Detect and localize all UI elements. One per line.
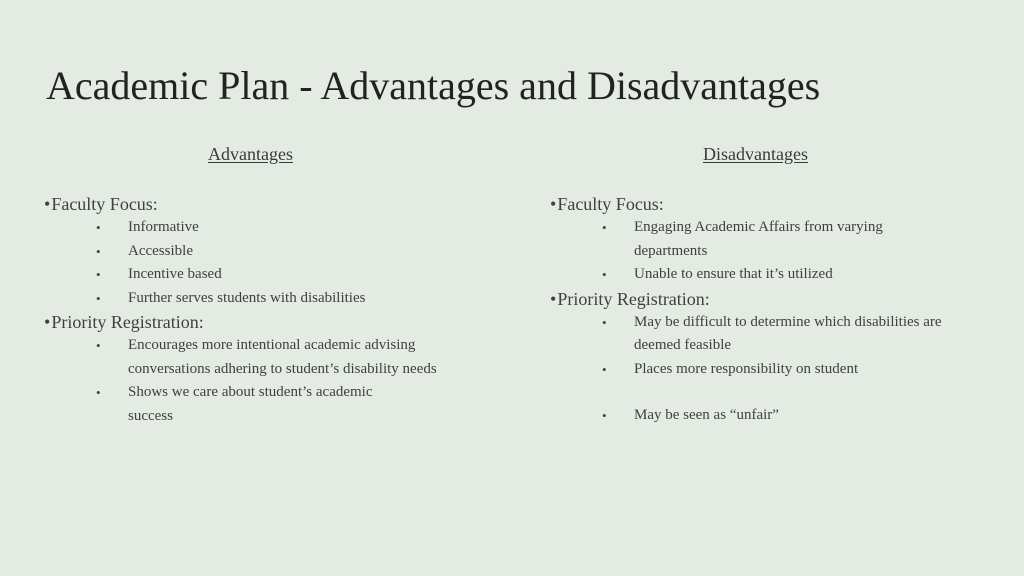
list-item: [44, 240, 484, 264]
advantages-column: [44, 192, 484, 428]
list-item-text: Shows we care about student’s academic success: [128, 384, 373, 424]
disadvantages-heading: Disadvantages: [703, 144, 808, 164]
list-item: [550, 263, 990, 287]
list-item-text: May be difficult to determine which disabilities are deemed feasible: [634, 313, 942, 353]
list-item-text: Incentive based: [128, 266, 222, 282]
list-item-text: Unable to ensure that it’s utilized: [634, 266, 833, 282]
bullet-icon: •: [96, 220, 101, 235]
list-item: [44, 287, 484, 311]
list-item: [550, 404, 990, 428]
disadvantages-priority-registration-label: Priority Registration:: [557, 288, 710, 309]
list-item: [44, 381, 418, 428]
list-item: [550, 358, 990, 382]
advantages-faculty-focus-label: Faculty Focus:: [51, 194, 158, 214]
bullet-icon: •: [96, 243, 101, 259]
list-item-text: May be seen as “unfair”: [634, 407, 779, 423]
list-item-text: Further serves students with disabilities: [128, 289, 366, 306]
list-item: [44, 263, 484, 287]
list-item: [44, 334, 458, 381]
list-item-text: Encourages more intentional academic advising conversations adhering to student’s disability needs: [128, 337, 437, 377]
list-item-text: Accessible: [128, 242, 193, 259]
list-item: [550, 216, 944, 263]
bullet-icon: •: [602, 314, 607, 330]
bullet-icon: •: [602, 220, 607, 235]
bullet-icon: •: [96, 267, 101, 282]
advantages-priority-registration-list: [44, 334, 484, 428]
disadvantages-priority-registration: [550, 287, 990, 311]
disadvantages-faculty-focus-list: [550, 216, 990, 287]
list-item: [44, 216, 484, 240]
bullet-icon: •: [44, 312, 51, 332]
bullet-icon: •: [96, 385, 101, 400]
list-item-text: Engaging Academic Affairs from varying departments: [634, 219, 883, 259]
bullet-icon: •: [96, 290, 101, 306]
disadvantages-priority-registration-list: [550, 311, 990, 428]
list-item: [550, 311, 984, 358]
list-item-text: Informative: [128, 219, 199, 235]
disadvantages-column: [550, 192, 990, 428]
advantages-faculty-focus: [44, 192, 484, 216]
list-item-text: Places more responsibility on student: [634, 360, 859, 377]
disadvantages-faculty-focus: [550, 192, 990, 216]
advantages-heading: Advantages: [208, 144, 293, 164]
bullet-icon: •: [44, 194, 51, 214]
bullet-icon: •: [602, 361, 607, 377]
bullet-icon: •: [96, 338, 101, 353]
bullet-icon: •: [550, 194, 557, 214]
advantages-priority-registration-label: Priority Registration:: [51, 312, 204, 332]
advantages-priority-registration: [44, 310, 484, 334]
slide-title: Academic Plan - Advantages and Disadvantages: [46, 63, 821, 108]
disadvantages-faculty-focus-label: Faculty Focus:: [557, 194, 664, 214]
bullet-icon: •: [550, 288, 557, 309]
advantages-faculty-focus-list: [44, 216, 484, 310]
bullet-icon: •: [602, 267, 607, 282]
bullet-icon: •: [602, 408, 607, 423]
